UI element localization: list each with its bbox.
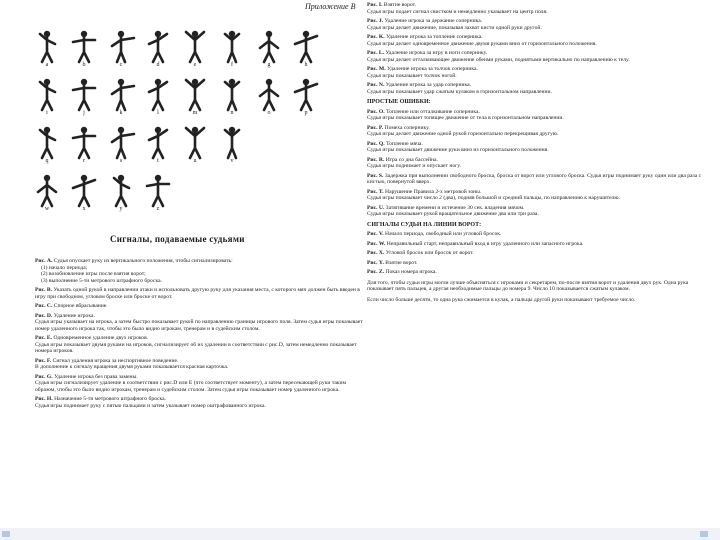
figure-label: j [83, 110, 85, 116]
figure-description: Показ номера игрока. [385, 269, 437, 275]
figure-ref: Рис. V. [367, 231, 386, 237]
left-item [35, 396, 365, 409]
figure-label: n [230, 110, 234, 116]
figure-description: Взятие ворот. [383, 2, 417, 8]
referee-figure-icon [176, 126, 214, 160]
referee-figure-icon [28, 126, 66, 160]
referee-figure-icon [65, 126, 103, 160]
figure-label: b [82, 62, 86, 68]
figure-ref: Рис. X. [367, 250, 386, 256]
description-line: Судья игры делает движение, показывая захват кисти одной руки другой. [367, 24, 542, 31]
figure-label: t [157, 158, 159, 164]
figure-description: Затягивание времени и истечение 30 сек. владения мячом. [385, 204, 525, 211]
footer-paragraph: Если число больше десяти, то одна рука сжимается в кулак, а пальцы другой руки показывают требуемое число. [367, 296, 636, 303]
figure-ref: Рис. Q. [367, 140, 387, 147]
figure-ref: Рис. H. [35, 396, 55, 402]
major-foul-item [367, 66, 702, 79]
figure-ref: Рис. A. [35, 258, 54, 264]
signal-figure-g [250, 30, 288, 70]
sub-item: (1) начало периода; [41, 264, 88, 271]
signal-figure-y [102, 174, 140, 214]
figure-ref: Рис. F. [35, 357, 53, 364]
figure-description: Судья опускает руку из вертикального положения, чтобы сигнализировать: [53, 258, 233, 264]
signal-figure-w [28, 174, 66, 214]
signals-figure-grid [28, 30, 328, 220]
left-item [35, 358, 365, 371]
simple-foul-item [367, 141, 702, 154]
description-line: Судья игры делает движение одной рукой горизонтально перекрещивая другую. [367, 131, 559, 137]
figure-description: Удаление игрока без права замены. [54, 373, 138, 380]
referee-figure-icon [176, 30, 214, 64]
referee-figure-icon [28, 30, 66, 64]
simple-foul-item [367, 189, 702, 202]
figure-ref: Рис. C. [35, 303, 54, 309]
description-line: Судья игры делает отталкивающее движение обеими руками, поднятыми вертикально по направлению к телу. [367, 56, 630, 63]
referee-figure-icon [28, 174, 66, 208]
referee-figure-icon [65, 78, 103, 112]
figure-label: q [45, 158, 49, 164]
major-foul-item [367, 82, 702, 95]
figure-description: Назначение 5-ти метрового штрафного броска. [54, 396, 167, 402]
figure-description: Сигнал удаления игрока за неспортивное поведение. [52, 357, 179, 364]
signal-figure-o [250, 78, 288, 118]
description-line: Судья игры сигнализирует удаление в соответствии с рис.D или E (что соответствует моменту), а затем пересекающей руки таким образом, чтобы это было видно игрокам, тренерам и судейским столом. Затем судья игры показывает номер удаленного игрока. [35, 380, 347, 393]
figure-label: u [193, 158, 197, 164]
left-item [35, 374, 365, 394]
left-item [35, 303, 365, 310]
major-foul-item [367, 18, 702, 31]
left-item [35, 287, 365, 300]
signal-figure-d [139, 30, 177, 70]
figure-description: Нарушение Правила 2-х метровой зоны. [385, 188, 482, 195]
referee-figure-icon [139, 126, 177, 160]
figure-ref: Рис. B. [35, 287, 54, 293]
signal-figure-a [28, 30, 66, 70]
figure-ref: Рис. S. [367, 172, 385, 179]
description-line: Судья игры показывает топящее движение от тела в горизонтальном направлении. [367, 115, 564, 121]
description-line: Судья игры делает одновременное движение двумя руками вниз от горизонтального положения. [367, 40, 597, 47]
figure-description: Спорное вбрасывание. [53, 303, 108, 309]
figure-ref: Рис. T. [367, 188, 386, 195]
figure-ref: Рис. J. [367, 18, 385, 24]
figure-description: Угловой бросок или бросок от ворот. [385, 250, 474, 256]
section-heading-simple-fouls: ПРОСТЫЕ ОШИБКИ: [367, 99, 431, 105]
signal-figure-u [176, 126, 214, 166]
description-line: Судья игры поднимает руку с пятью пальцами и затем указывает номер оштрафованного игрока. [35, 402, 266, 409]
footer-note [367, 280, 702, 304]
figure-caption: Сигналы, подаваемые судьями [110, 234, 245, 244]
figure-ref: Рис. M. [367, 66, 387, 72]
figure-ref: Рис. G. [35, 373, 55, 380]
signal-figure-x [65, 174, 103, 214]
signal-figure-r [65, 126, 103, 166]
horizontal-scrollbar[interactable] [0, 528, 720, 540]
signal-figure-k [102, 78, 140, 118]
signal-figure-s [102, 126, 140, 166]
appendix-label: Приложение В [305, 2, 356, 11]
figure-label: i [46, 110, 48, 116]
figure-description: Неправильный старт, неправильный вход в игру удаленного или запасного игрока. [386, 240, 584, 247]
description-line: Судья игры поднимает и опускает ногу. [367, 163, 462, 169]
figure-ref: Рис. I. [367, 2, 384, 8]
referee-figure-icon [139, 174, 177, 208]
description-line: Судья игры показывает двумя руками на игроков, сигнализирует об их удалении в соответствии с рис.D, затем немедленно показывает номера игроков. [35, 341, 357, 354]
figure-description: Топление или отталкивание соперника. [386, 108, 480, 115]
signal-figure-v [213, 126, 251, 166]
figure-ref: Рис. Z. [367, 269, 386, 275]
description-line: Судья игры показывает рукой вращательное движение два или три раза. [367, 211, 539, 217]
figure-label: m [192, 110, 198, 116]
description-line: Судья игры указывает на игрока, а затем быстро показывает рукой по направлению границы игрового поля. Затем судья игры показывает номер удаленного игрока так, чтобы это было видно игрокам, тренерам и в судейским столом. [35, 319, 363, 332]
figure-label: r [83, 158, 85, 164]
goal-line-item [367, 250, 702, 257]
referee-figure-icon [250, 78, 288, 112]
simple-foul-item [367, 205, 702, 218]
figure-label: c [119, 62, 123, 68]
figure-description: Указать одной рукой в направлении атаки и использовать другую руку для указания места, с которого мяч должен быть введен в игру при свободном, угловом броске или броске от ворот. [35, 287, 360, 300]
left-item [35, 313, 365, 333]
figure-description: Задержка при выполнении свободного броска, броска от ворот или углового броска. Судья игры поднимает руку один или два раза с кистью, повернутой вверх. [367, 172, 702, 185]
sub-item: (2) возобновление игры после взятия ворот; [41, 271, 146, 277]
referee-figure-icon [65, 174, 103, 208]
signal-figure-z [139, 174, 177, 214]
figure-description: Удаление игрока. [53, 312, 95, 319]
referee-figure-icon [139, 78, 177, 112]
figure-ref: Рис. W. [367, 240, 387, 247]
left-item [35, 335, 365, 355]
right-text-column [367, 2, 702, 303]
figure-description: Удаление игрока за держание соперника. [384, 18, 483, 24]
referee-figure-icon [287, 78, 325, 112]
figure-label: k [119, 110, 123, 116]
figure-label: h [304, 62, 308, 68]
description-line: Судья игры показывает число 2 (два), подняв большой и средний пальцы, по направлению к нарушителю. [367, 195, 620, 201]
referee-figure-icon [250, 30, 288, 64]
referee-figure-icon [102, 126, 140, 160]
signal-figure-q [28, 126, 66, 166]
figure-description: Удаление игрока за толчок соперника. [387, 66, 478, 72]
description-line: Судья игры подает сигнал свистком и немедленно указывает на центр поля. [367, 8, 548, 15]
signal-figure-t [139, 126, 177, 166]
figure-description: Помеха сопернику. [384, 124, 430, 131]
left-text-column [35, 258, 365, 412]
figure-ref: Рис. E. [35, 335, 54, 341]
scroll-left-arrow-icon[interactable] [2, 531, 10, 537]
figure-ref: Рис. O. [367, 108, 387, 115]
signal-figure-j [65, 78, 103, 118]
figure-label: f [231, 62, 233, 68]
scroll-right-arrow-icon[interactable] [700, 531, 708, 537]
figure-ref: Рис. R. [367, 156, 386, 163]
figure-label: x [82, 206, 86, 212]
figure-label: o [267, 110, 271, 116]
referee-figure-icon [213, 30, 251, 64]
simple-foul-item [367, 125, 702, 138]
figure-ref: Рис. P. [367, 124, 385, 131]
signal-figure-b [65, 30, 103, 70]
referee-figure-icon [139, 30, 177, 64]
description-line: Судья игры показывает толчок ногой. [367, 72, 457, 79]
figure-label: p [304, 110, 308, 116]
sub-item: (3) выполнение 5-ти метрового штрафного броска. [41, 277, 162, 284]
figure-label: y [119, 206, 123, 212]
figure-label: g [267, 62, 271, 68]
figure-description: Игра со дна бассейна. [385, 156, 438, 163]
simple-foul-item [367, 173, 702, 186]
description-line: В дополнение к сигналу вращения двумя руками показывается красная карточка. [35, 364, 229, 370]
figure-ref: Рис. N. [367, 82, 386, 88]
referee-figure-icon [213, 126, 251, 160]
major-foul-item [367, 2, 702, 15]
referee-figure-icon [28, 78, 66, 112]
signal-figure-m [176, 78, 214, 118]
figure-ref: Рис. Y. [367, 259, 386, 266]
figure-label: z [156, 206, 160, 212]
figure-label: l [157, 110, 159, 116]
left-item [35, 258, 365, 284]
signal-figure-i [28, 78, 66, 118]
figure-description: Начало периода, свободный или угловой бросок. [385, 231, 502, 237]
referee-figure-icon [102, 78, 140, 112]
figure-ref: Рис. K. [367, 34, 387, 40]
major-foul-item [367, 34, 702, 47]
major-foul-item [367, 50, 702, 63]
signal-figure-n [213, 78, 251, 118]
footer-paragraph: Для того, чтобы судьи игры могли лучше объясняться с игроками и секретарем, по-после взятия ворот и удаления двух рук. Одна рука показывает пять пальцев, а другая необходимые пальцы до номера 9. Число 10 показывается сжатым кулаком. [367, 279, 689, 292]
goal-line-item [367, 231, 702, 238]
figure-ref: Рис. L. [367, 50, 386, 56]
signal-figure-e [176, 30, 214, 70]
simple-foul-item [367, 157, 702, 170]
figure-label: d [156, 62, 160, 68]
signal-figure-c [102, 30, 140, 70]
figure-description: Взятие ворот. [385, 259, 418, 266]
simple-foul-item [367, 109, 702, 122]
goal-line-item [367, 260, 702, 267]
figure-ref: Рис. U. [367, 204, 386, 211]
goal-line-item [367, 269, 702, 276]
figure-label: v [230, 158, 234, 164]
referee-figure-icon [176, 78, 214, 112]
figure-ref: Рис. D. [35, 312, 54, 319]
figure-label: e [193, 62, 197, 68]
description-line: Судья игры показывает удар сжатым кулаком в горизонтальном направлении. [367, 88, 552, 95]
signal-figure-l [139, 78, 177, 118]
referee-figure-icon [65, 30, 103, 64]
figure-label: s [119, 158, 123, 164]
figure-label: a [45, 62, 49, 68]
signal-figure-f [213, 30, 251, 70]
goal-line-item [367, 241, 702, 248]
section-heading-goal-line: СИГНАЛЫ СУДЬИ НА ЛИНИИ ВОРОТ: [367, 221, 482, 228]
figure-description: Топление мяча. [386, 140, 423, 147]
referee-figure-icon [102, 174, 140, 208]
referee-figure-icon [102, 30, 140, 64]
referee-figure-icon [287, 30, 325, 64]
signal-figure-p [287, 78, 325, 118]
figure-label: w [44, 206, 50, 212]
figure-description: Одновременное удаление двух игроков. [53, 335, 149, 341]
signal-figure-h [287, 30, 325, 70]
figure-description: Удаление игрока за топление соперника. [386, 34, 483, 40]
figure-description: Удаление игрока за игру в ноги сопернику. [385, 50, 488, 56]
figure-description: Удаление игрока за удар соперника. [385, 82, 471, 88]
description-line: Судья игры показывает движение руки вниз из горизонтального положения. [367, 147, 549, 153]
referee-figure-icon [213, 78, 251, 112]
